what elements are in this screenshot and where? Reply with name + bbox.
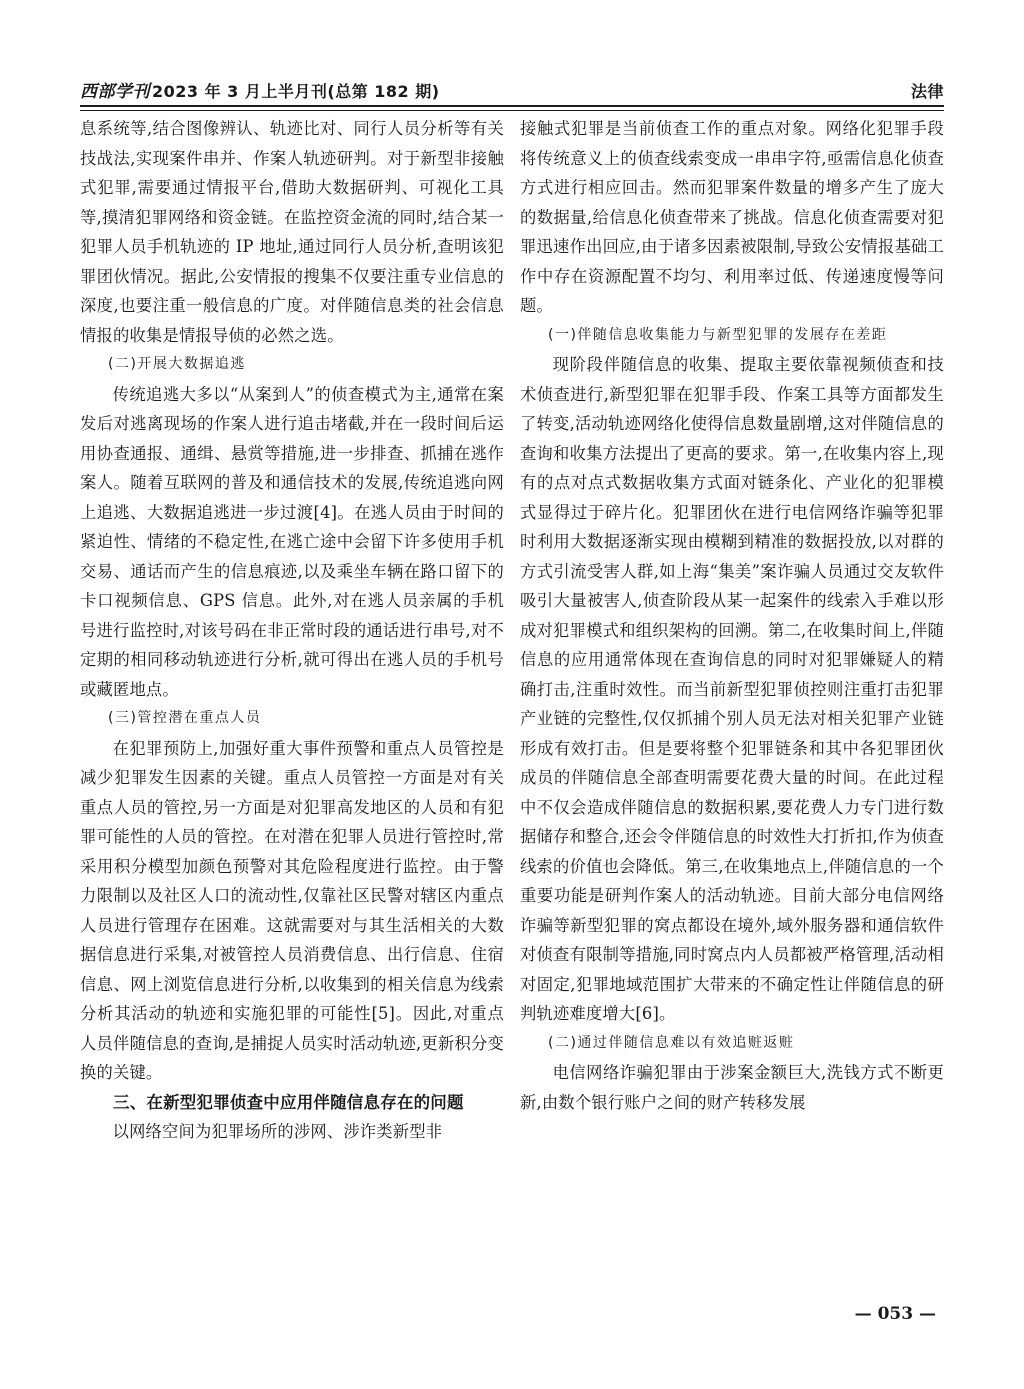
right-column bbox=[520, 114, 944, 1117]
paragraph: 电信网络诈骗犯罪由于涉案金额巨大,洗钱方式不断更新,由数个银行账户之间的财产转移发展 bbox=[520, 1063, 944, 1112]
section-name: 法律 bbox=[910, 82, 944, 101]
section-heading: 三、在新型犯罪侦查中应用伴随信息存在的问题 bbox=[113, 1092, 464, 1112]
paragraph: 息系统等,结合图像辨认、轨迹比对、同行人员分析等有关技战法,实现案件串并、作案人轨迹研判。对于新型非接触式犯罪,需要通过情报平台,借助大数据研判、可视化工具等,摸清犯罪网络和资金链。在监控资金流的同时,结合某一犯罪人员手机轨迹的 IP 地址,通过同行人员分析,查明该犯罪团伙情况。据此,公安情报的搜集不仅要注重专业信息的深度,也要注重一般信息的广度。对伴随信息类的社会信息情报的收集是情报导侦的必然之选。 bbox=[80, 119, 504, 345]
paragraph: 现阶段伴随信息的收集、提取主要依靠视频侦查和技术侦查进行,新型犯罪在犯罪手段、作案工具等方面都发生了转变,活动轨迹网络化使得信息数量剧增,这对伴随信息的查询和收集方法提出了更高的要求。第一,在收集内容上,现有的点对点式数据收集方式面对链条化、产业化的犯罪模式显得过于碎片化。犯罪团伙在进行电信网络诈骗等犯罪时利用大数据逐渐实现由模糊到精准的数据投放,以对群的方式引流受害人群,如上海“集美”案诈骗人员通过交友软件吸引大量被害人,侦查阶段从某一起案件的线索入手难以形成对犯罪模式和组织架构的回溯。第二,在收集时间上,伴随信息的应用通常体现在查询信息的同时对犯罪嫌疑人的精确打击,注重时效性。而当前新型犯罪侦控则注重打击犯罪产业链的完整性,仅仅抓捕个别人员无法对相关犯罪产业链形成有效打击。但是要将整个犯罪链条和其中各犯罪团伙成员的伴随信息全部查明需要花费大量的时间。在此过程中不仅会造成伴随信息的数据积累,要花费人力专门进行数据储存和整合,还会令伴随信息的时效性大打折扣,作为侦查线索的价值也会降低。第三,在收集地点上,伴随信息的一个重要功能是研判作案人的活动轨迹。目前大部分电信网络诈骗等新型犯罪的窝点都设在境外,域外服务器和通信软件对侦查有限制等措施,同时窝点内人员都被严格管理,活动相对固定,犯罪地域范围扩大带来的不确定性让伴随信息的研判轨迹难度增大[6]。 bbox=[520, 355, 944, 1023]
subsection-heading: (二)通过伴随信息难以有效追赃返赃 bbox=[548, 1034, 795, 1051]
paragraph: 接触式犯罪是当前侦查工作的重点对象。网络化犯罪手段将传统意义上的侦查线索变成一串串字符,亟需信息化侦查方式进行相应回击。然而犯罪案件数量的增多产生了庞大的数据量,给信息化侦查带来了挑战。信息化侦查需要对犯罪迅速作出回应,由于诸多因素被限制,导致公安情报基础工作中存在资源配置不均匀、利用率过低、传递速度慢等问题。 bbox=[520, 119, 944, 315]
paragraph: 传统追逃大多以“从案到人”的侦查模式为主,通常在案发后对逃离现场的作案人进行追击堵截,并在一段时间后运用协查通报、通缉、悬赏等措施,进一步排查、抓捕在逃作案人。随着互联网的普及和通信技术的发展,传统追逃向网上追逃、大数据追逃进一步过渡[4]。在逃人员由于时间的紧迫性、情绪的不稳定性,在逃亡途中会留下许多使用手机交易、通话而产生的信息痕迹,以及乘坐车辆在路口留下的卡口视频信息、GPS 信息。此外,对在逃人员亲属的手机号进行监控时,对该号码在非正常时段的通话进行串号,对不定期的相同移动轨迹进行分析,就可得出在逃人员的手机号或藏匿地点。 bbox=[80, 384, 504, 699]
subsection-heading: (二)开展大数据追逃 bbox=[108, 356, 246, 372]
header-rule-thick bbox=[80, 105, 944, 107]
page-number: — 053 — bbox=[854, 1304, 936, 1324]
paragraph: 在犯罪预防上,加强好重大事件预警和重点人员管控是减少犯罪发生因素的关键。重点人员管控一方面是对有关重点人员的管控,另一方面是对犯罪高发地区的人员和有犯罪可能性的人员的管控。在对潜在犯罪人员进行管控时,常采用积分模型加颜色预警对其危险程度进行监控。由于警力限制以及社区人口的流动性,仅靠社区民警对辖区内重点人员进行管理存在困难。这就需要对与其生活相关的大数据信息进行采集,对被管控人员消费信息、出行信息、住宿信息、网上浏览信息进行分析,以收集到的相关信息为线索分析其活动的轨迹和实施犯罪的可能性[5]。因此,对重点人员伴随信息的查询,是捕捉人员实时活动轨迹,更新积分变换的关键。 bbox=[80, 738, 504, 1082]
subsection-heading: (三)管控潜在重点人员 bbox=[108, 710, 262, 726]
header-left bbox=[80, 77, 440, 102]
journal-name: 西部学刊 bbox=[80, 82, 150, 102]
left-column bbox=[80, 114, 504, 1147]
paragraph: 以网络空间为犯罪场所的涉网、涉诈类新型非 bbox=[112, 1122, 443, 1141]
header-rule-thin bbox=[80, 110, 944, 111]
subsection-heading: (一)伴随信息收集能力与新型犯罪的发展存在差距 bbox=[548, 326, 888, 343]
running-header bbox=[80, 72, 944, 102]
issue-info: 2023 年 3 月上半月刊(总第 182 期) bbox=[152, 82, 440, 101]
